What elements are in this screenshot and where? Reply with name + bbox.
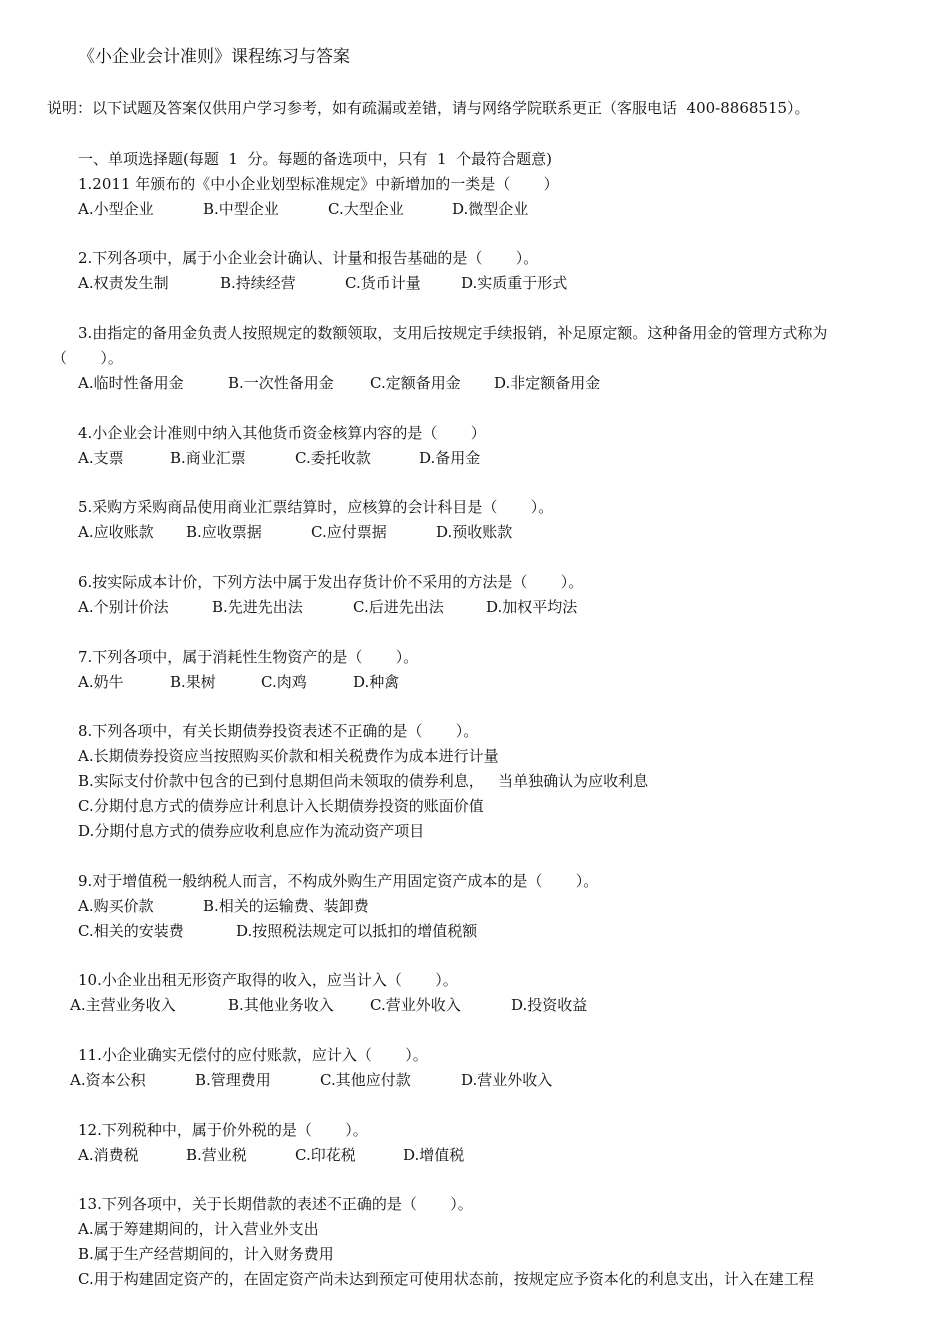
question-13-stem: 13.下列各项中，关于长期借款的表述不正确的是（ ）。: [78, 1195, 473, 1213]
option-a: A.购买价款: [78, 897, 154, 915]
option-d: D.微型企业: [452, 200, 529, 218]
option-c: C.用于构建固定资产的，在固定资产尚未达到预定可使用状态前，按规定应予资本化的利息支出，计入在建工程: [78, 1270, 814, 1288]
option-b: B.相关的运输费、装卸费: [203, 897, 369, 915]
option-a: A.主营业务收入: [70, 996, 176, 1014]
question-12-stem: 12.下列税种中，属于价外税的是（ ）。: [78, 1121, 368, 1139]
option-c: C.营业外收入: [370, 996, 461, 1014]
question-11-stem: 11.小企业确实无偿付的应付账款，应计入（ ）。: [78, 1046, 428, 1064]
option-b: B.商业汇票: [170, 449, 246, 467]
question-9-stem: 9.对于增值税一般纳税人而言，不构成外购生产用固定资产成本的是（ ）。: [78, 872, 599, 890]
option-a: A.临时性备用金: [78, 374, 184, 392]
option-b: B.实际支付价款中包含的已到付息期但尚未领取的债券利息， 当单独确认为应收利息: [78, 772, 649, 790]
option-d: D.非定额备用金: [494, 374, 601, 392]
option-c: C.大型企业: [328, 200, 404, 218]
question-8-stem: 8.下列各项中，有关长期债券投资表述不正确的是（ ）。: [78, 722, 479, 740]
option-d: D.投资收益: [511, 996, 588, 1014]
option-d: D.预收账款: [436, 523, 513, 541]
question-6-stem: 6.按实际成本计价，下列方法中属于发出存货计价不采用的方法是（ ）。: [78, 573, 584, 591]
option-b: B.属于生产经营期间的，计入财务费用: [78, 1245, 334, 1263]
option-c: C.委托收款: [295, 449, 371, 467]
option-c: C.印花税: [295, 1146, 356, 1164]
option-c: C.应付票据: [311, 523, 387, 541]
document-note: 说明：以下试题及答案仅供用户学习参考，如有疏漏或差错，请与网络学院联系更正（客服电话 400-8868515）。: [47, 99, 810, 117]
option-d: D.加权平均法: [486, 598, 578, 616]
option-a: A.应收账款: [78, 523, 154, 541]
question-7-stem: 7.下列各项中，属于消耗性生物资产的是（ ）。: [78, 648, 419, 666]
document-title: 《小企业会计准则》课程练习与答案: [78, 47, 350, 67]
question-3-stem: 3.由指定的备用金负责人按照规定的数额领取，支用后按规定手续报销，补足原定额。这种备用金的管理方式称为: [78, 324, 828, 342]
question-4-stem: 4.小企业会计准则中纳入其他货币资金核算内容的是（ ）: [78, 424, 486, 442]
option-a: A.属于筹建期间的，计入营业外支出: [78, 1220, 319, 1238]
option-b: B.一次性备用金: [228, 374, 334, 392]
option-b: B.营业税: [186, 1146, 247, 1164]
option-d: D.按照税法规定可以抵扣的增值税额: [236, 922, 478, 940]
option-c: C.定额备用金: [370, 374, 461, 392]
option-a: A.消费税: [78, 1146, 139, 1164]
option-b: B.其他业务收入: [228, 996, 334, 1014]
option-d: D.营业外收入: [461, 1071, 553, 1089]
option-d: D.备用金: [419, 449, 481, 467]
option-b: B.应收票据: [186, 523, 262, 541]
option-b: B.中型企业: [203, 200, 279, 218]
option-c: C.相关的安装费: [78, 922, 184, 940]
option-b: B.管理费用: [195, 1071, 271, 1089]
option-a: A.奶牛: [78, 673, 124, 691]
option-d: D.实质重于形式: [461, 274, 568, 292]
option-a: A.长期债券投资应当按照购买价款和相关税费作为成本进行计量: [78, 747, 499, 765]
option-d: D.种禽: [353, 673, 400, 691]
option-c: C.其他应付款: [320, 1071, 411, 1089]
option-b: B.先进先出法: [212, 598, 303, 616]
option-d: D.增值税: [403, 1146, 465, 1164]
option-c: C.后进先出法: [353, 598, 444, 616]
option-b: B.持续经营: [220, 274, 296, 292]
question-1-stem: 1.2011 年颁布的《中小企业划型标准规定》中新增加的一类是（ ）: [78, 175, 559, 193]
question-2-stem: 2.下列各项中，属于小企业会计确认、计量和报告基础的是（ ）。: [78, 249, 539, 267]
option-c: C.货币计量: [345, 274, 421, 292]
option-b: B.果树: [170, 673, 216, 691]
option-d: D.分期付息方式的债券应收利息应作为流动资产项目: [78, 822, 425, 840]
option-a: A.小型企业: [78, 200, 154, 218]
option-c: C.分期付息方式的债券应计利息计入长期债券投资的账面价值: [78, 797, 484, 815]
option-c: C.肉鸡: [261, 673, 307, 691]
option-a: A.支票: [78, 449, 124, 467]
option-a: A.个别计价法: [78, 598, 169, 616]
question-3-stem-cont: （ ）。: [52, 349, 123, 367]
section-heading: 一、单项选择题(每题 1 分。每题的备选项中，只有 1 个最符合题意): [78, 150, 552, 168]
question-10-stem: 10.小企业出租无形资产取得的收入，应当计入（ ）。: [78, 971, 458, 989]
option-a: A.权责发生制: [78, 274, 169, 292]
option-a: A.资本公积: [70, 1071, 146, 1089]
question-5-stem: 5.采购方采购商品使用商业汇票结算时，应核算的会计科目是（ ）。: [78, 498, 554, 516]
